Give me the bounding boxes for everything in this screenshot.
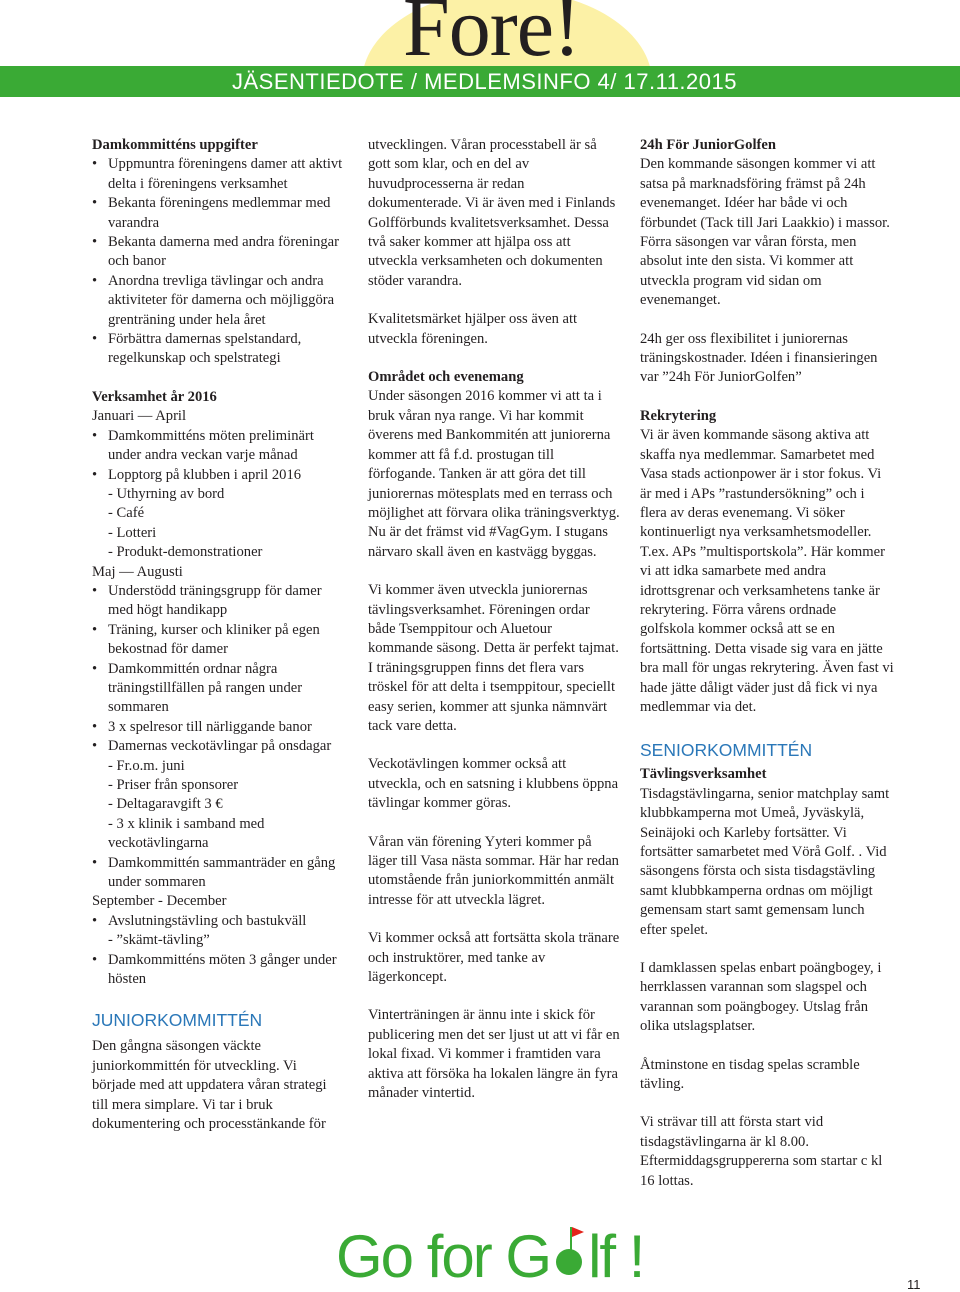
logo-text-part1: Go for G — [336, 1223, 551, 1290]
dash-item: - 3 x klinik i samband med veckotävlingarna — [108, 815, 265, 852]
period-heading: September - December — [92, 893, 227, 910]
uppgifter-list — [92, 155, 344, 368]
dash-item: - Priser från sponsorer — [108, 777, 239, 793]
list-item: • Damkommittén ordnar några träningstillfällen på rangen under sommaren — [92, 660, 344, 718]
footer — [0, 1223, 960, 1292]
list-item: • Damkommitténs möten 3 gånger under hösten — [92, 951, 344, 990]
period3-list-cont — [92, 951, 344, 990]
dash-item: - Café — [108, 505, 145, 522]
paragraph: Åtminstone en tisdag spelas scramble tävling. — [640, 1056, 860, 1093]
period3-list — [92, 912, 344, 931]
paragraph: Under säsongen 2016 kommer vi att ta i bruk våran nya range. Vi har kommit överens med Bankommitén att juniorerna kommer att få f.d. prostugan till förfogande. Tanken är att göra det till juniorernas mötesplats med en terrass och möjlighet att förvara olika träningsverktyg. Nu är det främst vid #VagGym. I stugans närvaro skall även en kastvägg byggas. — [368, 388, 620, 560]
list-item: • Understödd träningsgrupp för damer med högt handikapp — [92, 582, 344, 621]
list-item: • Avslutningstävling och bastukväll — [92, 912, 344, 931]
paragraph: Kvalitetsmärket hjälper oss även att utveckla föreningen. — [368, 311, 578, 347]
period2-list-cont — [92, 854, 344, 893]
list-item: • Damkommittén sammanträder en gång under sommaren — [92, 854, 344, 893]
junior-paragraph: Den gångna säsongen väckte juniorkommittén för utveckling. Vi började med att uppdatera våran strategi till mera simplare. Vi tar i bruk dokumentering och processtänkande för — [92, 1038, 327, 1133]
list-item: • Uppmuntra föreningens damer att aktivt delta i föreningens verksamhet — [92, 155, 344, 194]
dash-item: - ”skämt-tävling” — [108, 932, 210, 949]
paragraph: Vinterträningen är ännu inte i skick för publicering men det ser ljust ut att vi får en lokal fixad. Vi kommer i framtiden vara aktiva att försöka ha lokalen längre än fyra månader vintertid. — [368, 1007, 620, 1102]
period2-list — [92, 582, 344, 757]
paragraph: I damklassen spelas enbart poängbogey, i herrklassen varannan som slagspel och varannan som poängbogey. Utslag från olika utslagsplatser. — [640, 960, 882, 1035]
list-item: • Förbättra damernas spelstandard, regelkunskap och spelstrategi — [92, 330, 344, 369]
brand-title: Fore! — [403, 0, 580, 74]
masthead — [0, 0, 960, 100]
paragraph: Vi är även kommande säsong aktiva att skaffa nya medlemmar. Samarbetet med Vasa stads actionpower är i stor fokus. Vi är med i APs ”rastundersökning” och i flera av deras evenemang. Vi söker kontinuerligt nya verksamhetsmodeller. T.ex. APs ”multisportskola”. Här kommer vi att idka samarbete med andra idrottsgrenar och verksamhetens tanke är rekrytering. Förra vårens ordnade golfskola kommer också att se en fortsättning. Detta visade sig vara en jätte bra mall för ungas rekrytering. Även fast vi hade jätte dåligt väder just då fick vi nya medlemmar via det. — [640, 427, 894, 715]
column-1 — [92, 136, 344, 1135]
paragraph: Vi kommer också att fortsätta skola tränare och instruktörer, med tanke av lägerkoncept. — [368, 930, 620, 986]
verksamhet-title: Verksamhet år 2016 — [92, 388, 217, 405]
paragraph: Vi kommer även utveckla juniorernas tävlingsverksamhet. Föreningen ordar både Tsemppitour och Aluetour kommande säsong. Detta är perfekt tajmat. I träningsgruppen finns det flera vars tröskel för att delta i tsemppitour, speciellt easy serien, kommer att sjunka nämnvärt tack vare detta. — [368, 582, 619, 734]
paragraph: utvecklingen. Våran processtabell är så gott som klar, och en del av huvudprocesserna är redan dokumenterade. Vi är även med i Finlands Golfförbunds kvalitetsverksamhet. Dessa två saker kommer att hjälpa oss att utveckla verksamheten och dokumenten stöder varandra. — [368, 137, 616, 289]
column-2 — [368, 136, 620, 1103]
paragraph: Tisdagstävlingarna, senior matchplay samt klubbkamperna mot Umeå, Jyväskylä, Seinäjoki och Karleby fortsätter. Vi fortsätter samarbetet med Vörå Golf. . Vid säsongens första och sista tisdagstävling samt klubbkamperna ordnas om möjligt gemensam start samt gemensam lunch efter spelet. — [640, 785, 890, 938]
paragraph: Den kommande säsongen kommer vi att satsa på marknadsföring främst på 24h evenemanget. Idéer har både vi och förbundet (Tack till Jari Laakkio) i massor. Förra säsongen var våran första, men absolut inte den sista. Vi kommer att utveckla program vid sidan om evenemanget. — [640, 156, 890, 309]
tavling-title: Tävlingsverksamhet — [640, 766, 767, 783]
column-3 — [640, 136, 894, 1191]
go-for-golf-logo — [336, 1222, 643, 1292]
paragraph: Vi strävar till att första start vid tisdagstävlingarna är kl 8.00. Eftermiddagsgruppererna som startar c kl 16 lottas. — [640, 1114, 883, 1189]
period-heading: Januari — April — [92, 408, 187, 425]
dash-item: - Produkt-demonstrationer — [108, 544, 263, 561]
omradet-title: Området och evenemang — [368, 369, 524, 386]
uppgifter-title: Damkommitténs uppgifter — [92, 137, 258, 153]
list-item: • Damkommitténs möten preliminärt under andra veckan varje månad — [92, 427, 344, 466]
list-item: • Bekanta damerna med andra föreningar och banor — [92, 233, 344, 272]
rekrytering-title: Rekrytering — [640, 407, 717, 424]
logo-text-part2: lf ! — [588, 1223, 644, 1290]
juniorgolfen-title: 24h För JuniorGolfen — [640, 137, 776, 153]
issue-line: JÄSENTIEDOTE / MEDLEMSINFO 4/ 17.11.2015 — [232, 69, 737, 94]
list-item: • Bekanta föreningens medlemmar med varandra — [92, 194, 344, 233]
paragraph: Våran vän förening Yyteri kommer på läger till Vasa nästa sommar. Här har redan utomstående från juniorkommittén anmält intresse för att utveckla lägret. — [368, 833, 619, 908]
dash-item: - Lotteri — [108, 524, 157, 541]
senior-heading: SENIORKOMMITTÉN — [640, 740, 813, 761]
golf-flag-icon — [550, 1231, 588, 1277]
list-item: • Lopptorg på klubben i april 2016 — [92, 466, 344, 485]
period1-list — [92, 427, 344, 485]
dash-item: - Fr.o.m. juni — [108, 757, 185, 774]
list-item: • Damernas veckotävlingar på onsdagar — [92, 737, 344, 756]
paragraph: 24h ger oss flexibilitet i juniorernas träningskostnader. Idéen i finansieringen var ”24h För JuniorGolfen” — [640, 330, 878, 386]
list-item: • 3 x spelresor till närliggande banor — [92, 718, 344, 737]
junior-heading: JUNIORKOMMITTÉN — [92, 1010, 263, 1031]
list-item: • Anordna trevliga tävlingar och andra aktiviteter för damerna och möjliggöra grenträning under hela året — [92, 272, 344, 330]
dash-item: - Deltagaravgift 3 € — [108, 796, 223, 813]
dash-item: - Uthyrning av bord — [108, 485, 225, 502]
list-item: • Träning, kurser och kliniker på egen bekostnad för damer — [92, 621, 344, 660]
paragraph: Veckotävlingen kommer också att utveckla, och en satsning i klubbens öppna tävlingar kommer göras. — [368, 756, 619, 812]
period-heading: Maj — Augusti — [92, 563, 183, 580]
page-number: 11 — [907, 1277, 921, 1292]
